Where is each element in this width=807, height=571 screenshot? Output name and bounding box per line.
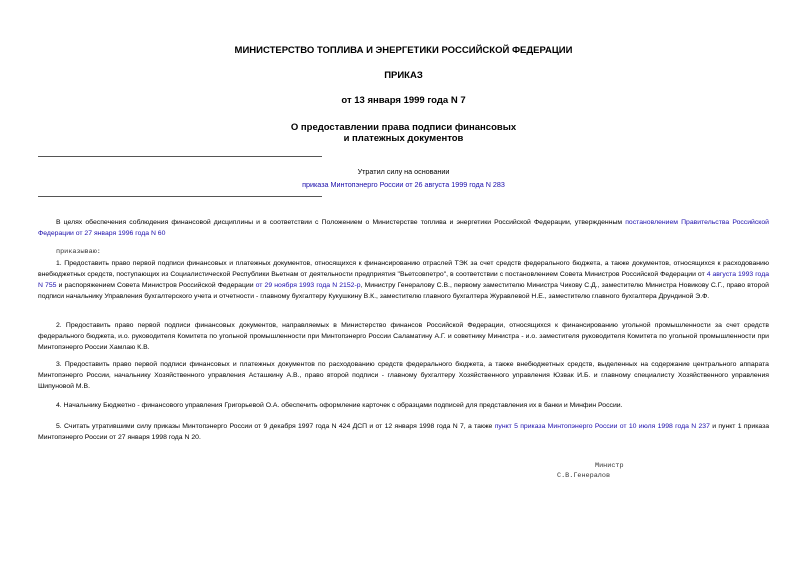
paragraph-5 — [38, 421, 769, 443]
ministry-heading: МИНИСТЕРСТВО ТОПЛИВА И ЭНЕРГЕТИКИ РОССИЙСКОЙ ФЕДЕРАЦИИ — [234, 45, 573, 56]
status-line: Утратил силу на основании — [357, 167, 450, 176]
doc-type-heading: ПРИКАЗ — [384, 70, 423, 81]
order-word: приказываю: — [56, 248, 101, 256]
date-number-heading: от 13 января 1999 года N 7 — [341, 95, 466, 106]
p1-link-2[interactable]: от 29 ноября 1993 года N 2152-р — [255, 282, 361, 290]
signature-block — [557, 461, 624, 481]
signature-position: Министр — [595, 462, 624, 470]
p5-text-2: и пункт 1 приказа Минтопэнерго России от 27 января 1998 года N 20. — [38, 423, 770, 442]
title-line-2: и платежных документов — [343, 133, 464, 144]
paragraph-1 — [38, 258, 769, 302]
preamble-link[interactable]: постановлением Правительства Российской Федерации от 27 января 1996 года N 60 — [38, 219, 769, 238]
preamble-paragraph — [38, 217, 769, 239]
title-line-1: О предоставлении права подписи финансовых — [290, 122, 517, 133]
p5-text-1: 5. Считать утратившими силу приказы Минтопэнерго России от 9 декабря 1997 года N 424 ДСП и от 12 января 1998 года N 7, а также — [56, 423, 495, 430]
paragraph-2: 2. Предоставить право первой подписи финансовых документов, направляемых в Министерство финансов Российской Федерации, относящихся к финансированию угольной промышленности за счет средств федерального бюджета, и.о. руководителя Комитета по угольной промышленности при Минтопэнерго России Саламатину А.Г. и советнику Министра - и.о. заместителя руководителя Комитета по угольной промышленности при Минтопэнерго России Хамлаю К.В. — [38, 322, 769, 352]
signature-name: С.В.Генералов — [557, 472, 611, 480]
paragraph-3: 3. Предоставить право первой подписи финансовых и платежных документов по расходованию средств федерального бюджета, а также внебюджетных средств, выделенных на содержание центрального аппарата Минтопэнерго России, начальнику Хозяйственного управления Асташкину А.В., право второй подписи - главному бухгалтеру Хозяйственного управления Юзвак И.Б. и главному специалисту Хозяйственного управления Шипуновой М.В. — [38, 361, 769, 391]
p1-text-1: 1. Предоставить право первой подписи финансовых и платежных документов, относящихся к финансированию отраслей ТЭК за счет средств федерального бюджета, а также документов, относящихся к расходованию внебюджетных средств, поступающих из Социалистической Республики Вьетнам от деятельности предприятия "Вьетсовпетро", в соответствии с постановлением Совета Министров Российской Федерации от — [38, 260, 769, 279]
preamble-text: В целях обеспечения соблюдения финансовой дисциплины и в соответствии с Положением о Министерстве топлива и энергетики Российской Федерации, утвержденным — [56, 219, 626, 226]
status-note — [0, 165, 807, 191]
bottom-divider — [38, 196, 322, 197]
p1-text-3: , Министру Генералову С.В., первому заместителю Министра Чикову С.Д., заместителю Министра Новикову С.Г., право второй подписи начальнику Управления бухгалтерского учета и отчетности - главному бухгалтеру Кукушкину В.К., заместителю главного бухгалтера Журавлевой Н.Е., заместителю главного бухгалтера Друндиной Э.Ф. — [38, 282, 770, 301]
paragraph-4: 4. Начальнику Бюджетно - финансового управления Григорьевой О.А. обеспечить оформление карточек с образцами подписей для представления их в банки и Минфин России. — [56, 402, 623, 409]
p1-text-2: и распоряжением Совета Министров Российской Федерации — [56, 282, 256, 290]
status-repeal-link[interactable]: приказа Минтопэнерго России от 26 августа 1999 года N 283 — [302, 180, 505, 189]
document-title — [0, 122, 807, 144]
p1-link-1[interactable]: 4 августа 1993 года N 755 — [38, 271, 769, 290]
p5-link[interactable]: пункт 5 приказа Минтопэнерго России от 10 июля 1998 года N 237 — [494, 423, 710, 430]
top-divider — [38, 156, 322, 157]
